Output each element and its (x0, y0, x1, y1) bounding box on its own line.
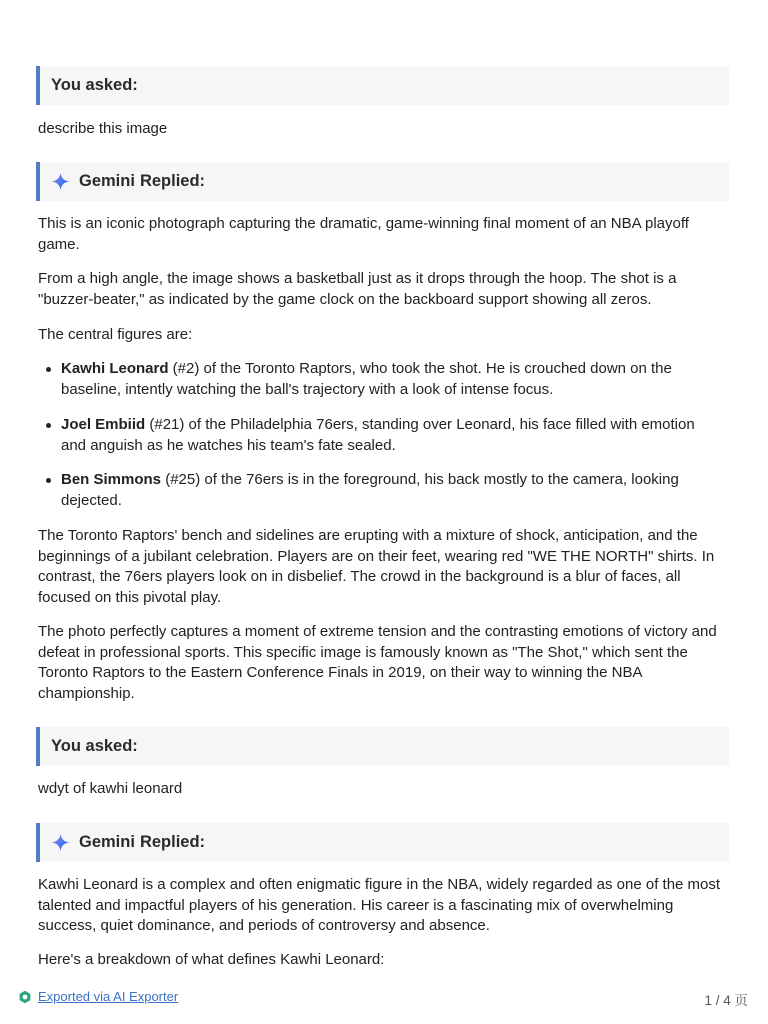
reply-paragraph: From a high angle, the image shows a basketball just as it drops through the hoop. The shot is a "buzzer-beater," as indicated by the game clock on the backboard support showing all zeros. (38, 270, 677, 308)
list-item (61, 470, 723, 511)
exported-via-link[interactable]: Exported via AI Exporter (38, 989, 179, 1004)
gemini-star-icon (51, 172, 70, 191)
gemini-star-icon (51, 833, 70, 852)
list-item-name: Kawhi Leonard (61, 360, 169, 377)
list-item-text: (#25) of the 76ers is in the foreground, his back mostly to the camera, looking dejected. (61, 471, 679, 509)
reply-paragraph: The central figures are: (38, 326, 193, 343)
user-turn-header (36, 727, 729, 766)
reply-paragraph: Kawhi Leonard is a complex and often enigmatic figure in the NBA, widely regarded as one of the most talented and impactful players of his generation. His career is a fascinating mix of overwhelming success, quiet dominance, and periods of controversy and absence. (38, 876, 721, 934)
list-item (61, 415, 723, 456)
ai-exporter-logo-icon (18, 990, 32, 1004)
gemini-label-word1: Gemini (79, 172, 135, 190)
list-item-name: Ben Simmons (61, 471, 162, 488)
user-turn-label: You asked: (51, 76, 138, 94)
list-item-text: (#2) of the Toronto Raptors, who took the shot. He is crouched down on the baseline, intently watching the ball's trajectory with a look of intense focus. (61, 360, 672, 398)
reply-paragraph: This is an iconic photograph capturing the dramatic, game-winning final moment of an NBA playoff game. (38, 215, 689, 253)
user-turn-header (36, 66, 729, 105)
reply-paragraph: The Toronto Raptors' bench and sidelines are erupting with a mixture of shock, anticipation, and the beginnings of a jubilant celebration. Players are on their feet, wearing red "WE THE NORTH" shirts. In contrast, the 76ers players look on in disbelief. The crowd in the background is a blur of faces, all focused on this pivotal play. (38, 527, 715, 606)
reply-paragraph: The photo perfectly captures a moment of extreme tension and the contrasting emotions of victory and defeat in professional sports. This specific image is famously known as "The Shot," which sent the Toronto Raptors to the Eastern Conference Finals in 2019, on their way to winning the NBA championship. (38, 623, 717, 702)
gemini-label-word2: Replied: (139, 172, 206, 190)
user-message: wdyt of kawhi leonard (38, 780, 183, 797)
list-item-text: (#21) of the Philadelphia 76ers, standing over Leonard, his face filled with emotion and anguish as he watches his team's fate sealed. (61, 416, 695, 454)
list-item (61, 359, 723, 400)
user-turn-label: You asked: (51, 737, 138, 755)
reply-paragraph: Here's a breakdown of what defines Kawhi Leonard: (38, 951, 385, 968)
gemini-label-word2: Replied: (139, 833, 206, 851)
list-item-name: Joel Embiid (61, 416, 146, 433)
footer-exporter (18, 989, 178, 1004)
gemini-label-word1: Gemini (79, 833, 135, 851)
page-number: 1 / 4 页 (704, 993, 748, 1008)
gemini-turn-header (36, 823, 729, 862)
user-message: describe this image (38, 120, 168, 137)
gemini-turn-header (36, 162, 729, 201)
